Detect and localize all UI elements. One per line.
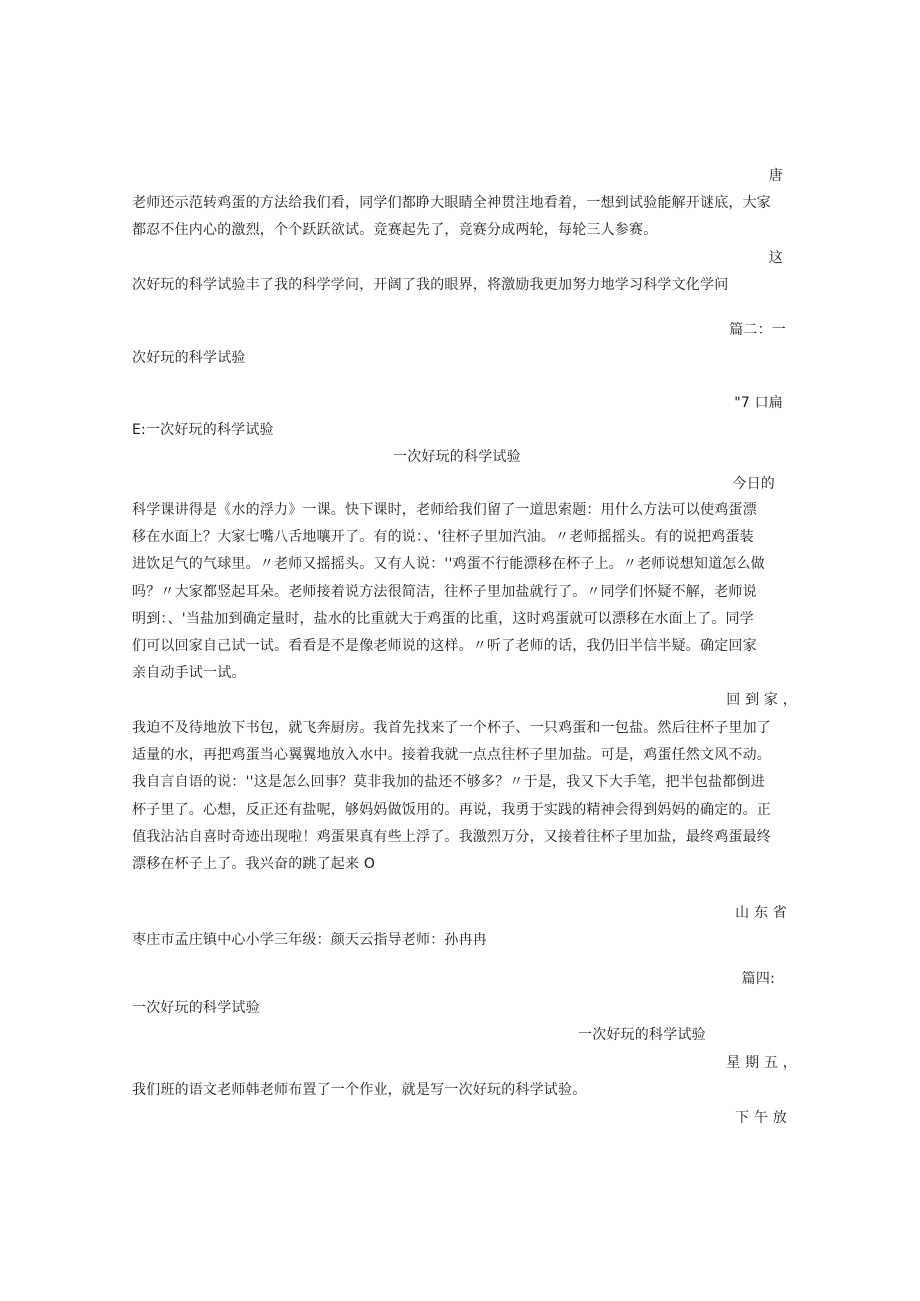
- text-line-11: 今日的: [732, 476, 775, 492]
- text-line-20: 我迫不及待地放下书包，就飞奔厨房。我首先找来了一个杯子、一只鸡蛋和一包盐。然后往杯子里加了: [132, 720, 771, 736]
- text-line-1: 唐: [768, 168, 783, 184]
- text-line-24: 值我沾沾自喜时奇迹出现啦！鸡蛋果真有些上浮了。我激烈万分，又接着往杯子里加盐，最终鸡蛋最终: [132, 829, 771, 845]
- text-line-31: 星 期 五 ，: [726, 1055, 797, 1071]
- text-line-4: 这: [768, 250, 783, 266]
- text-line-21: 适量的水，再把鸡蛋当心翼翼地放入水中。接着我就一点点往杯子里加盐。可是，鸡蛋任然文风不动。: [132, 747, 771, 763]
- text-line-13: 移在水面上？大家七嘴八舌地嚷开了。有的说：、'往杯子里加汽油。〃老师摇摇头。有的说把鸡蛋装: [132, 529, 754, 545]
- article-title-3: 一次好玩的科学试验: [393, 449, 521, 465]
- text-line-25: 漂移在杯子上了。我兴奋的跳了起来 O: [132, 856, 376, 872]
- text-line-3: 都忍不住内心的激烈，个个跃跃欲试。竞赛起先了，竞赛分成两轮，每轮三人参赛。: [132, 222, 658, 238]
- text-line-5: 次好玩的科学试验丰了我的科学学问，开阔了我的眼界，将激励我更加努力地学习科学文化学问: [132, 277, 729, 293]
- text-line-2: 老师还示范转鸡蛋的方法给我们看，同学们都睁大眼睛全神贯注地看着，一想到试验能解开谜底，大家: [132, 195, 771, 211]
- section-heading-3: E:一次好玩的科学试验: [132, 422, 274, 438]
- text-line-33: 下 午 放: [735, 1110, 787, 1126]
- text-line-8: "7 口扁: [734, 395, 783, 411]
- text-line-22: 我自言自语的说：''这是怎么回事？莫非我加的盐还不够多？〃于是，我又下大手笔，把半包盐都倒进: [132, 774, 765, 790]
- text-line-32: 我们班的语文老师韩老师布置了一个作业，就是写一次好玩的科学试验。: [132, 1082, 587, 1098]
- text-line-18: 亲自动手试一试。: [132, 665, 246, 681]
- section-title-2: 次好玩的科学试验: [132, 350, 246, 366]
- text-line-19: 回 到 家 ，: [726, 692, 797, 708]
- section-title-4: 一次好玩的科学试验: [132, 1000, 260, 1016]
- text-line-12: 科学课讲得是《水的浮力》一课。快下课时，老师给我们留了一道思索题：用什么方法可以使鸡蛋漂: [132, 502, 757, 518]
- text-line-17: 们可以回家自己试一试。看看是不是像老师说的这样。〃听了老师的话，我仍旧半信半疑。确定回家: [132, 638, 757, 654]
- text-line-23: 杯子里了。心想，反正还有盐呢，够妈妈做饭用的。再说，我勇于实践的精神会得到妈妈的确定的。正: [132, 802, 771, 818]
- section-heading-2: 篇二：一: [729, 322, 786, 338]
- text-line-16: 明到：、'当盐加到确定量时，盐水的比重就大于鸡蛋的比重，这时鸡蛋就可以漂移在水面上了。同学: [132, 611, 754, 627]
- section-heading-4: 篇四:: [741, 971, 775, 987]
- text-line-26: 山 东 省: [735, 905, 787, 921]
- author-line: 枣庄市孟庄镇中心小学三年级：颜天云指导老师：孙冉冉: [132, 932, 487, 948]
- article-title-4: 一次好玩的科学试验: [578, 1027, 706, 1043]
- text-line-14: 进饮足气的气球里。〃老师又摇摇头。又有人说：''鸡蛋不行能漂移在杯子上。〃老师说想知道怎么做: [132, 556, 765, 572]
- text-line-15: 吗？〃大家都竖起耳朵。老师接着说方法很简洁，往杯子里加盐就行了。〃同学们怀疑不解，老师说: [132, 584, 757, 600]
